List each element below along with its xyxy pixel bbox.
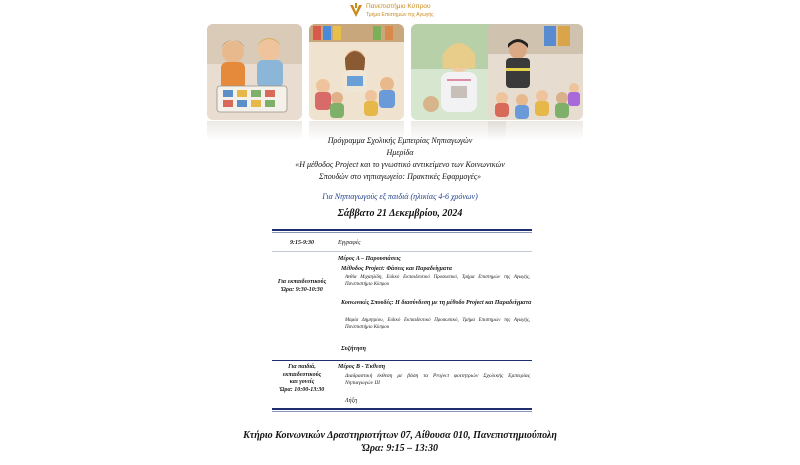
venue: Κτήριο Κοινωνικών Δραστηριοτήτων 07, Αίθουσα 010, Πανεπιστημιούπολη — [243, 430, 557, 441]
event-date: Σάββατο 21 Δεκεμβρίου, 2024 — [337, 208, 463, 219]
exhibition-item: Διαδραστική έκθεση με βάση τα Project φοιτητριών Σχολικής Εμπειρίας Νηπιαγωγών III — [345, 373, 530, 386]
talk-2-speaker: Μαρία Δημητρίου, Ειδικό Εκπαιδευτικό Προσωπικό, Τμήμα Επιστημών της Αγωγής, Πανεπιστήμιο Κύπρου — [345, 318, 530, 330]
children-session: Για παιδιά, εκπαιδευτικούς και γονείς Ώρα: 10:00-13:30 — [279, 364, 325, 393]
department-name: Τμήμα Επιστημών της Αγωγής — [366, 12, 434, 18]
talk-2-title: Κοινωνικές Σπουδές: Η διασύνδεση με τη μέθοδο Project και Παραδείγματα — [341, 300, 532, 306]
divider — [272, 232, 532, 233]
registration-item — [338, 240, 530, 248]
university-name: Πανεπιστήμιο Κύπρου — [366, 3, 431, 10]
university-emblem-icon — [348, 3, 364, 19]
divider — [272, 411, 532, 412]
talk-1-title: Μέθοδος Project: Φάσεις και Παραδείγματα — [341, 266, 453, 272]
event-title: «Η μέθοδος Project και το γνωστικό αντικείμενο των Κοινωνικών Σπουδών στο νηπιαγωγείο: Πρακτικές Εφαρμογές» — [295, 160, 505, 181]
photo-firefighter-class — [488, 24, 583, 120]
divider — [272, 229, 532, 231]
event-type: Ημερίδα — [386, 148, 414, 157]
closing-item: Λήξη — [345, 398, 358, 404]
photo-children-board-game — [207, 24, 302, 120]
program-name: Πρόγραμμα Σχολικής Εμπειρίας Νηπιαγωγών — [327, 136, 473, 145]
photo-teacher-reading — [309, 24, 404, 120]
audience: Για Νηπιαγωγούς εξ παιδιά (ηλικίας 4-6 χρόνων) — [322, 192, 478, 201]
divider — [272, 408, 532, 410]
teachers-session: Για εκπαιδευτικούς Ώρα: 9:30-10:30 — [277, 279, 327, 293]
part-b-heading: Μέρος Β - Έκθεση — [338, 364, 386, 370]
registration-time: 9:15-9:30 — [290, 240, 314, 246]
registration-label: Εγγραφές — [338, 240, 361, 246]
talk-1-speaker: Ανθία Μιχαηλίδη, Ειδικό Εκπαιδευτικό Προσωπικό, Τμήμα Επιστημών της Αγωγής, Πανεπιστήμιο Κύπρου — [345, 275, 530, 287]
row-divider — [272, 251, 532, 252]
university-logo — [348, 2, 468, 24]
part-a-heading: Μέρος Α – Παρουσιάσεις — [338, 256, 401, 262]
divider — [272, 360, 532, 361]
discussion-item: Συζήτηση — [341, 346, 366, 352]
event-hours: Ώρα: 9:15 – 13:30 — [361, 443, 439, 454]
